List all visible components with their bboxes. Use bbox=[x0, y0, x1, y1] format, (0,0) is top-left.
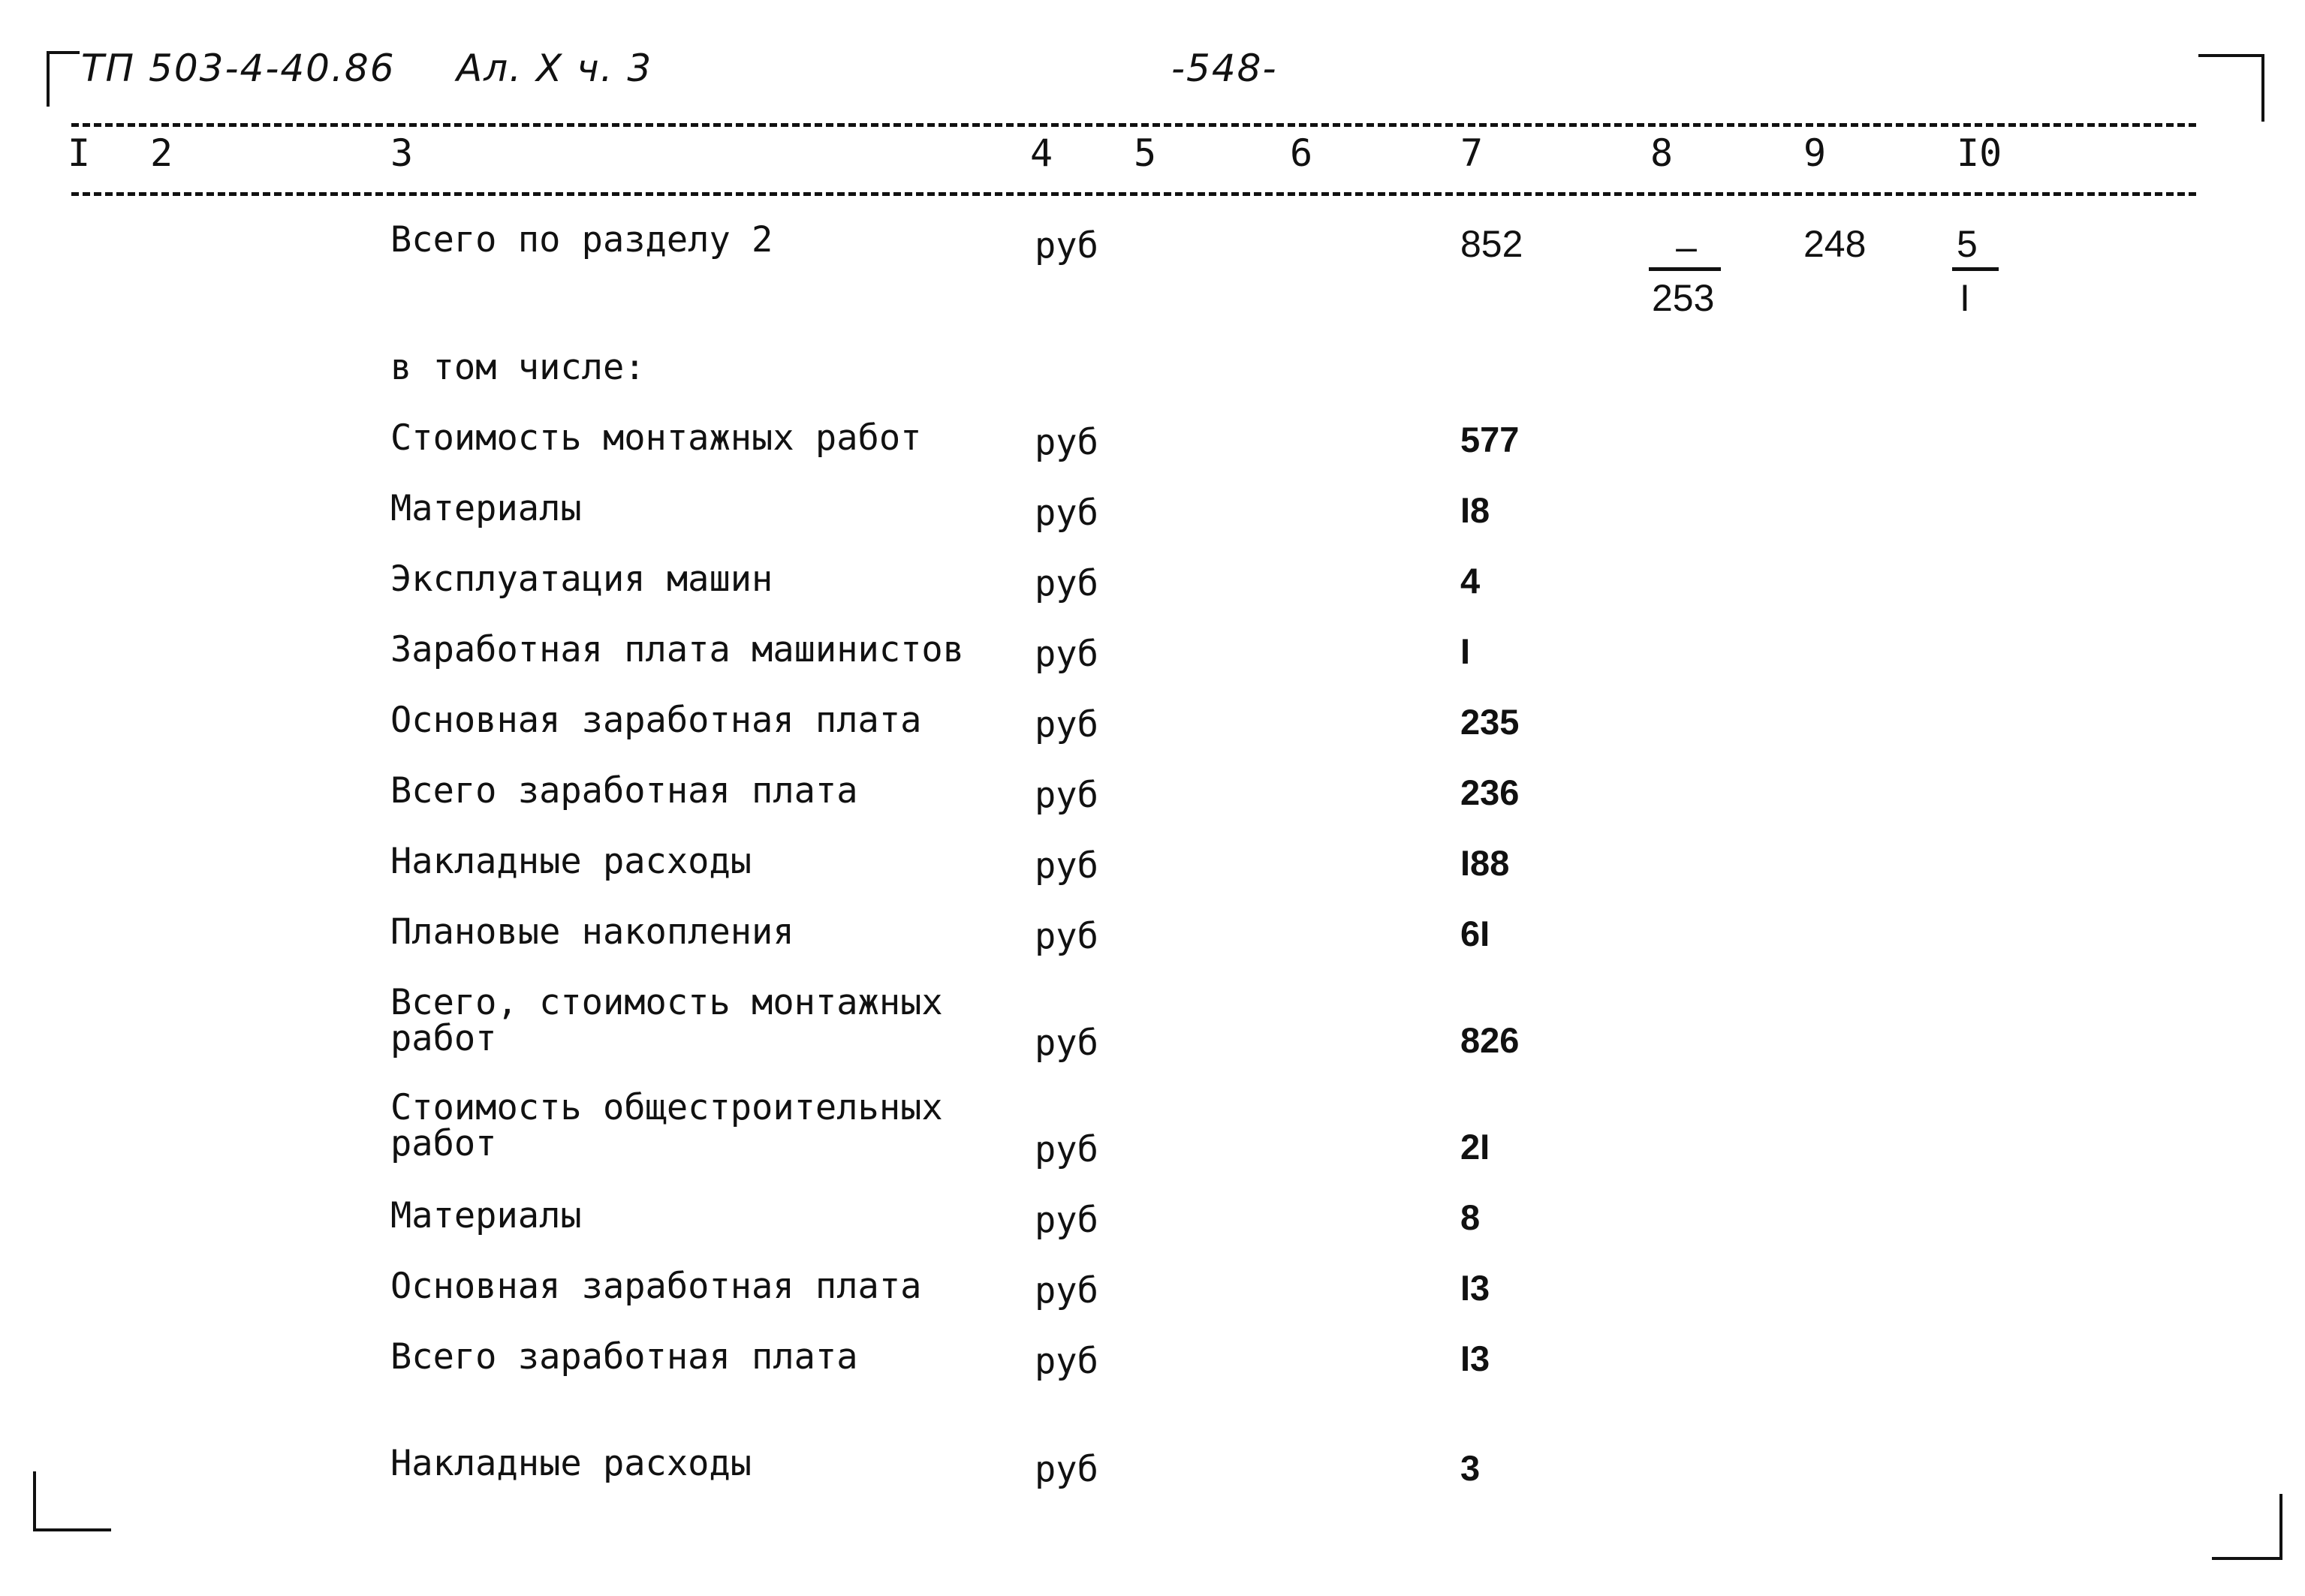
row-unit: руб bbox=[1035, 775, 1098, 816]
column-number-4: 4 bbox=[1030, 131, 1053, 175]
row-label: Основная заработная плата bbox=[390, 1266, 922, 1307]
row-unit: руб bbox=[1035, 634, 1098, 675]
row-label: Накладные расходы bbox=[390, 1443, 752, 1484]
total-col7: 852 bbox=[1460, 223, 1523, 265]
row-value: I8 bbox=[1460, 490, 1490, 530]
frame-corner-bottom-left bbox=[33, 1471, 111, 1531]
row-value: 577 bbox=[1460, 420, 1520, 459]
row-value: 3 bbox=[1460, 1448, 1481, 1488]
total-col10-numerator: 5 bbox=[1957, 223, 1978, 265]
total-col8-denominator: 253 bbox=[1652, 277, 1715, 319]
row-value: 6I bbox=[1460, 914, 1490, 953]
row-label: Заработная плата машинистов bbox=[390, 629, 965, 670]
row-value: I88 bbox=[1460, 843, 1510, 883]
row-label: Стоимость общестроительных работ bbox=[390, 1087, 943, 1164]
column-number-3: 3 bbox=[390, 131, 414, 175]
row-label: Материалы bbox=[390, 488, 582, 529]
frame-corner-bottom-right bbox=[2212, 1494, 2282, 1560]
column-number-2: 2 bbox=[150, 131, 173, 175]
row-label: Всего заработная плата bbox=[390, 1336, 858, 1378]
column-number-7: 7 bbox=[1460, 131, 1484, 175]
column-number-8: 8 bbox=[1650, 131, 1674, 175]
row-unit: руб bbox=[1035, 1129, 1098, 1170]
total-col10-fraction-bar bbox=[1952, 267, 1999, 271]
row-label: Плановые накопления bbox=[390, 911, 794, 953]
column-number-6: 6 bbox=[1290, 131, 1313, 175]
row-unit: руб bbox=[1035, 1449, 1098, 1490]
row-value: 4 bbox=[1460, 561, 1481, 601]
row-label: Материалы bbox=[390, 1195, 582, 1236]
column-number-9: 9 bbox=[1803, 131, 1827, 175]
row-label: Накладные расходы bbox=[390, 841, 752, 882]
total-unit: руб bbox=[1035, 225, 1098, 267]
row-label: Основная заработная плата bbox=[390, 700, 922, 741]
total-col9: 248 bbox=[1803, 223, 1867, 265]
row-label: Всего, стоимость монтажных работ bbox=[390, 982, 943, 1059]
row-unit: руб bbox=[1035, 1200, 1098, 1241]
row-unit: руб bbox=[1035, 1022, 1098, 1064]
row-unit: руб bbox=[1035, 563, 1098, 604]
album-part: Ал. X ч. 3 bbox=[456, 47, 653, 90]
total-col10-denominator: I bbox=[1960, 277, 1970, 319]
column-header-bottom-rule bbox=[71, 192, 2196, 196]
row-label: Эксплуатация машин bbox=[390, 559, 773, 600]
column-number-5: 5 bbox=[1134, 131, 1157, 175]
row-unit: руб bbox=[1035, 422, 1098, 463]
row-value: I3 bbox=[1460, 1268, 1490, 1308]
total-label: Всего по разделу 2 bbox=[390, 219, 773, 260]
frame-corner-top-right bbox=[2198, 54, 2264, 122]
row-unit: руб bbox=[1035, 1341, 1098, 1382]
column-number-1: I bbox=[68, 131, 91, 175]
subheader-including: в том числе: bbox=[390, 347, 646, 388]
column-header-top-rule bbox=[71, 123, 2196, 127]
total-col8-fraction-bar bbox=[1649, 267, 1721, 271]
row-unit: руб bbox=[1035, 916, 1098, 957]
row-value: 235 bbox=[1460, 702, 1520, 742]
total-col8-numerator: – bbox=[1676, 226, 1697, 268]
row-unit: руб bbox=[1035, 845, 1098, 887]
column-number-10: I0 bbox=[1957, 131, 2002, 175]
row-unit: руб bbox=[1035, 704, 1098, 745]
row-value: I3 bbox=[1460, 1339, 1490, 1378]
row-label: Всего заработная плата bbox=[390, 770, 858, 812]
row-value: 826 bbox=[1460, 1020, 1520, 1060]
row-unit: руб bbox=[1035, 492, 1098, 534]
row-value: 236 bbox=[1460, 772, 1520, 812]
doc-code: ТП 503-4-40.86 bbox=[81, 47, 396, 90]
row-value: I bbox=[1460, 631, 1471, 671]
frame-corner-top-left bbox=[47, 51, 80, 107]
row-label: Стоимость монтажных работ bbox=[390, 417, 922, 459]
row-unit: руб bbox=[1035, 1270, 1098, 1311]
page-number: -548- bbox=[1171, 47, 1278, 90]
row-value: 2I bbox=[1460, 1127, 1490, 1167]
row-value: 8 bbox=[1460, 1197, 1481, 1237]
